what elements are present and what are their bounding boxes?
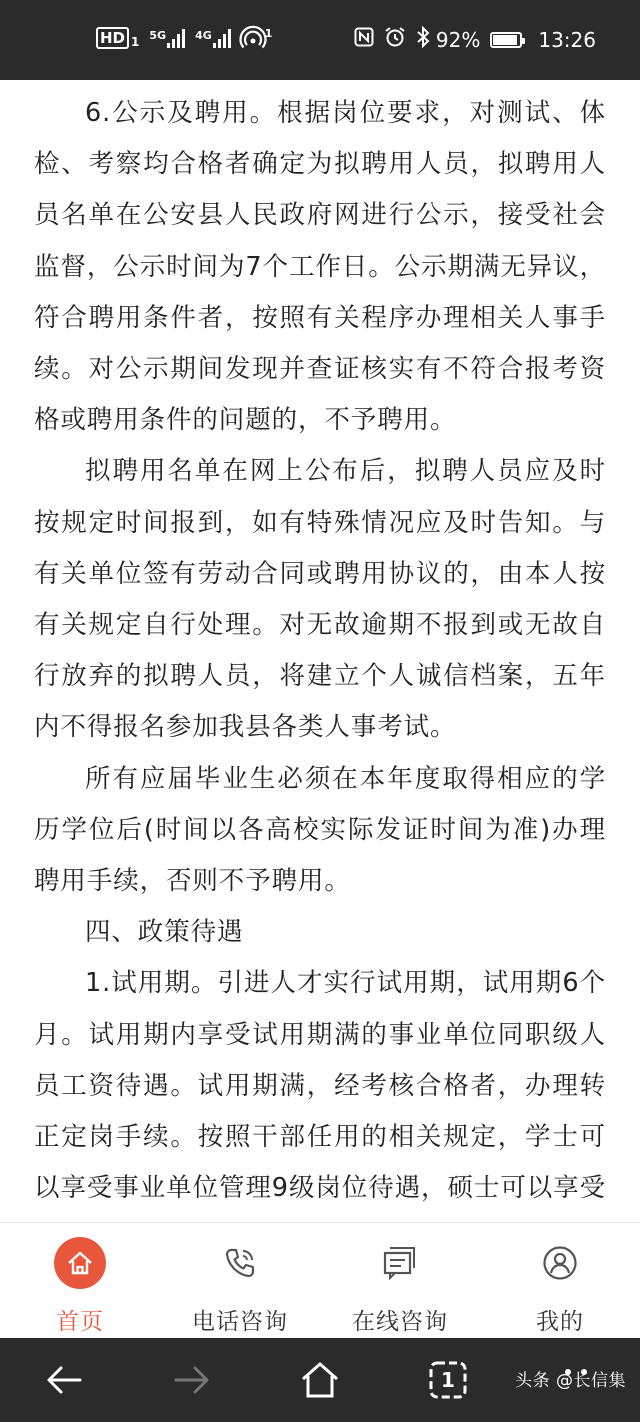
arrow-left-icon <box>44 1360 84 1400</box>
tabs-button[interactable] <box>424 1356 472 1404</box>
bluetooth-icon <box>416 26 430 53</box>
article-body <box>34 66 606 1317</box>
chat-icon <box>374 1237 426 1289</box>
nfc-icon <box>354 27 374 52</box>
system-nav-bar <box>0 1338 640 1422</box>
bottom-tab-bar <box>0 1222 640 1338</box>
battery-percent: 92% <box>435 27 481 52</box>
home-button[interactable] <box>296 1356 344 1404</box>
article-paragraph: 所有应届毕业生必须在本年度取得相应的学历学位后(时间以各高校实际发证时间为准)办理聘用手续，否则不予聘用。 <box>34 763 606 897</box>
tab-label: 电话咨询 <box>192 1309 288 1335</box>
house-icon <box>298 1358 342 1402</box>
tab-label: 首页 <box>56 1309 104 1335</box>
tab-home[interactable] <box>0 1223 160 1338</box>
status-bar <box>0 0 640 80</box>
signal-4g-icon: 4G <box>195 28 231 48</box>
hotspot-icon <box>241 27 273 49</box>
tab-mine[interactable] <box>480 1223 640 1338</box>
arrow-right-icon <box>172 1360 212 1400</box>
user-icon <box>534 1237 586 1289</box>
tab-phone-consult[interactable] <box>160 1223 320 1338</box>
tab-label: 我的 <box>536 1309 584 1335</box>
signal-5g-icon: 5G <box>149 28 185 48</box>
sim-label: 1 <box>131 35 140 49</box>
alarm-icon <box>384 26 406 53</box>
tab-online-consult[interactable] <box>320 1223 480 1338</box>
forward-button[interactable] <box>168 1356 216 1404</box>
section-heading: 四、政策待遇 <box>85 917 244 948</box>
article-paragraph: 拟聘用名单在网上公布后，拟聘人员应及时按规定时间报到，如有特殊情况应及时告知。与有关单位签有劳动合同或聘用协议的，由本人按有关规定自行处理。对无故逾期不报到或无故自行放弃的拟聘人员，将建立个人诚信档案，五年内不得报名参加我县各类人事考试。 <box>34 456 606 743</box>
hotspot-count: 1 <box>264 27 273 40</box>
hd-voice-icon: HD <box>96 27 129 49</box>
home-icon <box>54 1237 106 1289</box>
tab-count: 1 <box>441 1368 455 1392</box>
article-paragraph: 6.公示及聘用。根据岗位要求，对测试、体检、考察均合格者确定为拟聘用人员，拟聘用人员名单在公安县人民政府网进行公示，接受社会监督，公示时间为7个工作日。公示期满无异议，符合聘用条件者，按照有关程序办理相关人事手续。对公示期间发现并查证核实有不符合报考资格或聘用条件的问题的，不予聘用。 <box>34 98 606 436</box>
article-paragraph: 1.试用期。引进人才实行试用期，试用期6个月。试用期内享受试用期满的事业单位同职级人员工资待遇。试用期满，经考核合格者，办理转正定岗手续。按照干部任用的相关规定，学士可以享受事业单位管理9级岗位待遇，硕士可以享受 <box>34 968 606 1204</box>
phone-icon <box>214 1237 266 1289</box>
back-button[interactable] <box>40 1356 88 1404</box>
clock: 13:26 <box>538 27 596 52</box>
status-left <box>96 27 272 49</box>
tab-label: 在线咨询 <box>352 1309 448 1335</box>
status-right <box>354 26 596 53</box>
watermark: 头条 @长信集 <box>515 1371 626 1391</box>
battery-icon <box>490 32 522 48</box>
